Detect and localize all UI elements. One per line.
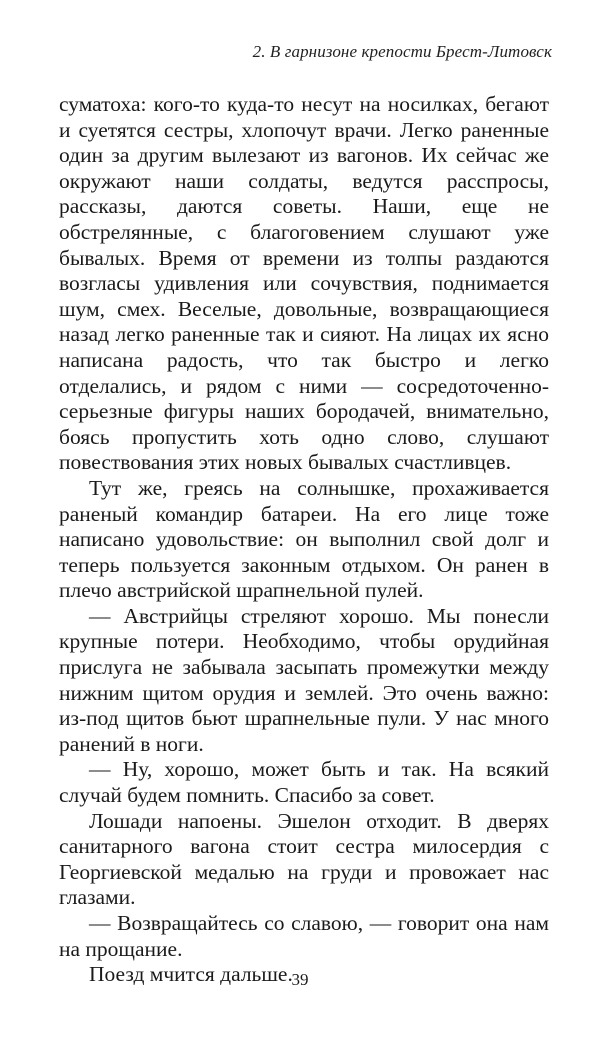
paragraph-1: суматоха: кого-то куда-то несут на носилках, бегают и суетятся сестры, хлопочут врачи. Легко раненные один за другим вылезают из вагонов. Их сейчас же окружают наши солдаты, ведутся расспросы, рассказы, даются советы. Наши, еще не обстрелянные, с благоговением слушают уже бывалых. Время от времени из толпы раздаются возгласы удивления или сочувствия, поднимается шум, смех. Веселые, довольные, возвращающиеся назад легко раненные так и сияют. На лицах их ясно написана радость, что так быстро и легко отделались, и рядом с ними — сосредоточенно-серьезные фигуры наших бородачей, внимательно, боясь пропустить хоть одно слово, слушают повествования этих новых бывалых счастливцев. — [59, 92, 549, 475]
running-head: 2. В гарнизоне крепости Брест-Литовск — [252, 42, 552, 61]
paragraph-3: — Австрийцы стреляют хорошо. Мы понесли крупные потери. Необходимо, чтобы орудийная прислуга не забывала засыпать промежутки между нижним щитом орудия и землей. Это очень важно: из-под щитов бьют шрапнельные пули. У нас много ранений в ноги. — [59, 603, 549, 756]
paragraph-7: Поезд мчится дальше. — [89, 962, 293, 987]
page-number: 39 — [291, 970, 309, 989]
paragraph-6: — Возвращайтесь со славою, — говорит она нам на прощание. — [59, 911, 549, 961]
paragraph-4: — Ну, хорошо, может быть и так. На всякий случай будем помнить. Спасибо за совет. — [59, 757, 549, 808]
paragraph-2: Тут же, греясь на солнышке, прохаживается раненый командир батареи. На его лице тоже написано удовольствие: он выполнил свой долг и теперь пользуется законным отдыхом. Он ранен в плечо австрийской шрапнельной пулей. — [59, 475, 549, 603]
body-text — [59, 92, 549, 988]
paragraph-5: Лошади напоены. Эшелон отходит. В дверях санитарного вагона стоит сестра милосердия с Георгиевской медалью на груди и провожает нас глазами. — [59, 808, 549, 910]
